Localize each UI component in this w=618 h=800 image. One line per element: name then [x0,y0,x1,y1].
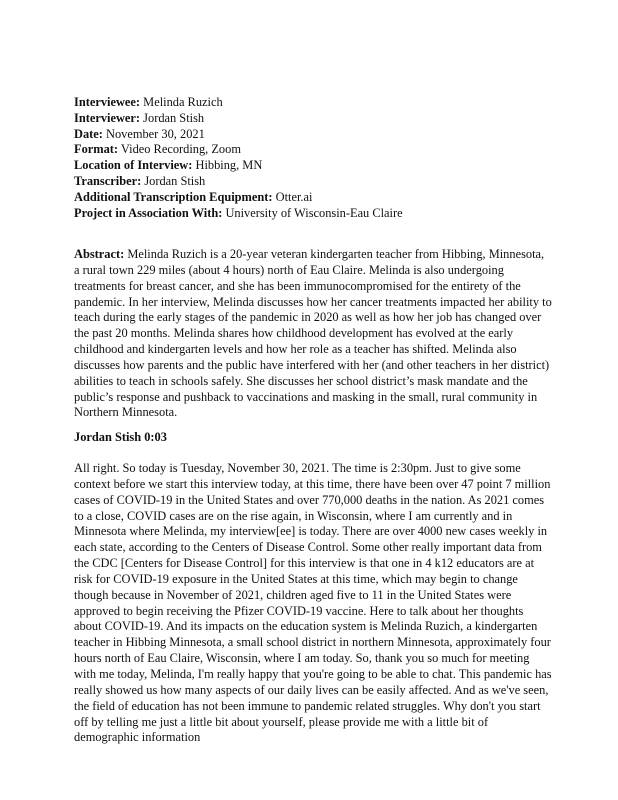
metadata-value: Jordan Stish [144,173,206,188]
metadata-value: Video Recording, Zoom [120,142,241,157]
metadata-value: November 30, 2021 [106,126,205,141]
metadata-label: Additional Transcription Equipment: [74,189,273,204]
metadata-value: Melinda Ruzich [143,95,223,109]
speaker-timestamp: Jordan Stish 0:03 [74,430,167,444]
metadata-value: Otter.ai [275,189,313,204]
metadata-transcriber [74,174,554,190]
metadata-label: Interviewee: [74,95,141,109]
metadata-value: Hibbing, MN [195,158,263,173]
metadata-label: Transcriber: [74,173,142,188]
interview-metadata [74,95,554,221]
metadata-value: University of Wisconsin-Eau Claire [225,205,403,220]
metadata-location [74,158,554,174]
abstract-text: Melinda Ruzich is a 20-year veteran kindergarten teacher from Hibbing, Minnesota, a rural town 229 miles (about 4 hours) north of Eau Claire. Melinda is also undergoing treatments for breast cancer, and she has been immunocompromised for the entirety of the pandemic. In her interview, Melinda discusses how her cancer treatments impacted her ability to teach during the early stages of the pandemic in 2020 as well as how her job has changed over the past 20 months. Melinda shares how childhood development has evolved at the early childhood and kindergarten levels and how her role as a teacher has shifted. Melinda also discusses how parents and the public have interfered with her (and other teachers in her district) abilities to teach in schools safely. She discusses her school district’s mask mandate and the public’s response and pushback to vaccinations and masking in the small, rural community in Northern Minnesota. [74,247,552,420]
metadata-interviewer [74,111,554,127]
metadata-interviewee [74,95,554,111]
metadata-value: Jordan Stish [143,110,205,125]
metadata-label: Date: [74,126,103,141]
metadata-label: Format: [74,142,119,157]
abstract-label: Abstract: [74,247,125,261]
metadata-label: Interviewer: [74,110,141,125]
metadata-label: Project in Association With: [74,205,223,220]
metadata-date [74,127,554,143]
metadata-label: Location of Interview: [74,158,193,173]
metadata-project [74,206,554,222]
metadata-transcription-equipment [74,190,554,206]
abstract-paragraph [74,247,552,421]
transcript-paragraph: All right. So today is Tuesday, November 30, 2021. The time is 2:30pm. Just to give some context before we start this interview today, at this time, there have been over 47 point 7 million cases of COVID-19 in the United States and over 770,000 deaths in the nation. As 2021 comes to a close, COVID cases are on the rise again, in Wisconsin, where I am currently and in Minnesota where Melinda, my interview[ee] is today. There are over 4000 new cases weekly in each state, according to the Centers of Disease Control. Some other really important data from the CDC [Centers for Disease Control] for this interview is that one in 4 k12 educators are at risk for COVID-19 exposure in the United States at this time, which may begin to change though because in November of 2021, children aged five to 11 in the United States were approved to begin receiving the Pfizer COVID-19 vaccine. Here to talk about her thoughts about COVID-19. And its impacts on the education system is Melinda Ruzich, a kindergarten teacher in Hibbing Minnesota, a small school district in northern Minnesota, approximately four hours north of Eau Claire, Wisconsin, where I am today. So, thank you so much for meeting with me today, Melinda, I'm really happy that you're going to be able to chat. This pandemic has really showed us how many aspects of our daily lives can be easily affected. And as we've seen, the field of education has not been immune to pandemic related struggles. Why don't you start off by telling me just a little bit about yourself, please provide me with a little bit of demographic information [74,461,552,745]
metadata-format [74,142,554,158]
